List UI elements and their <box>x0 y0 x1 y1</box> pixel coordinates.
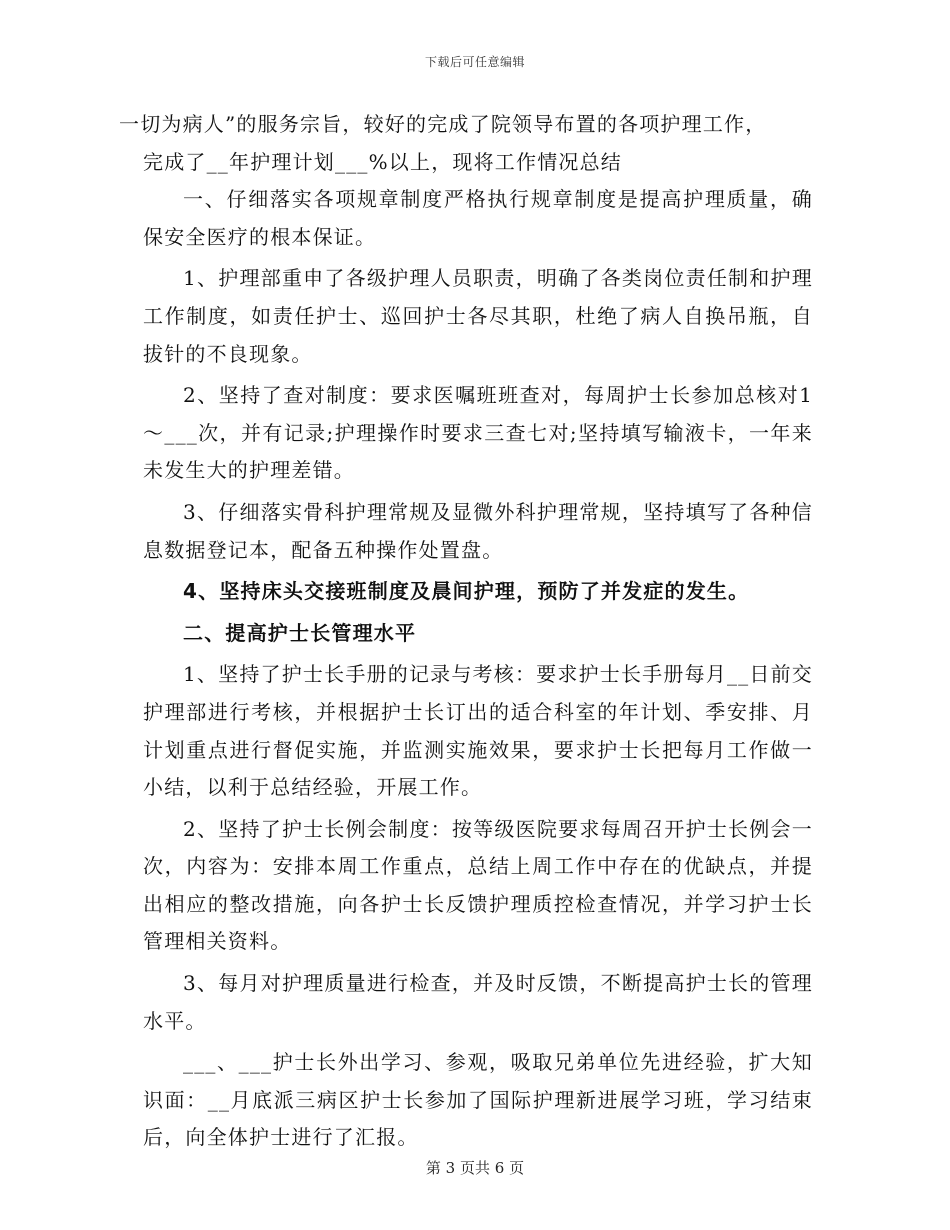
paragraph-section2-item-2: 2、坚持了护士长例会制度：按等级医院要求每周召开护士长例会一次，内容为：安排本周工作重点，总结上周工作中存在的优缺点，并提出相应的整改措施，向各护士长反馈护理质控检查情况，并学习护士长管理相关资料。 <box>143 816 813 954</box>
paragraph-item-2: 2、坚持了查对制度：要求医嘱班班查对，每周护士长参加总核对1～___次，并有记录;护理操作时要求三查七对;坚持填写输液卡，一年来未发生大的护理差错。 <box>143 383 813 483</box>
paragraph-item-1: 1、护理部重申了各级护理人员职责，明确了各类岗位责任制和护理工作制度，如责任护士、巡回护士各尽其职，杜绝了病人自换吊瓶，自拔针的不良现象。 <box>143 266 813 366</box>
paragraph-continued-line2: 完成了__年护理计划___%以上，现将工作情况总结 <box>143 149 623 174</box>
page-header: 下载后可任意编辑 <box>424 55 525 69</box>
paragraph-continued-line1: 一切为病人”的服务宗旨，较好的完成了院领导布置的各项护理工作， <box>119 112 767 136</box>
section-two-heading: 二、提高护士长管理水平 <box>183 620 417 645</box>
paragraph-section2-item-3: 3、每月对护理质量进行检查，并及时反馈，不断提高护士长的管理水平。 <box>143 971 813 1033</box>
paragraph-item-3: 3、仔细落实骨科护理常规及显微外科护理常规，坚持填写了各种信息数据登记本，配备五种操作处置盘。 <box>143 499 813 562</box>
page-number-footer: 第 3 页共 6 页 <box>425 1159 525 1177</box>
paragraph-study-visit: ___、___护士长外出学习、参观，吸取兄弟单位先进经验，扩大知识面：__月底派三病区护士长参加了国际护理新进展学习班，学习结束后，向全体护士进行了汇报。 <box>143 1050 813 1150</box>
paragraph-section2-item-1: 1、坚持了护士长手册的记录与考核：要求护士长手册每月__日前交护理部进行考核，并根据护士长订出的适合科室的年计划、季安排、月计划重点进行督促实施，并监测实施效果，要求护士长把每月工作做一小结，以利于总结经验，开展工作。 <box>143 662 813 800</box>
section-one-heading: 一、仔细落实各项规章制度严格执行规章制度是提高护理质量，确保安全医疗的根本保证。 <box>143 187 813 249</box>
paragraph-item-4-bold: 4、坚持床头交接班制度及晨间护理，预防了并发症的发生。 <box>183 579 750 604</box>
document-body <box>119 106 813 1157</box>
